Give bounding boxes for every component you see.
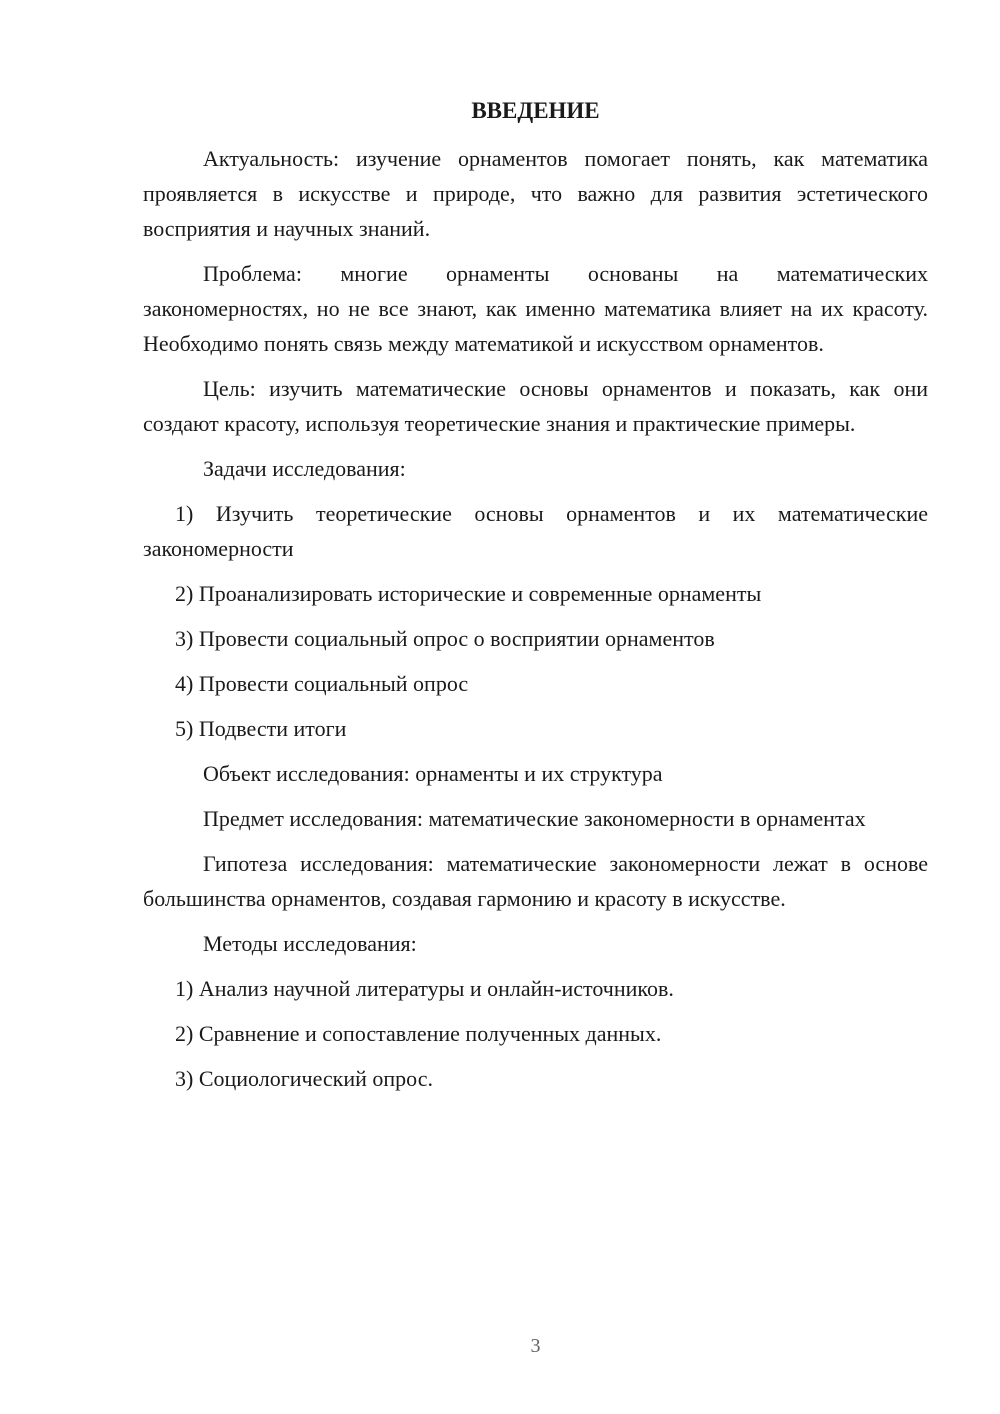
task-item: 3) Провести социальный опрос о восприятии орнаментов [175,626,715,651]
methods-heading: Методы исследования: [203,931,417,956]
task-item: 1) Изучить теоретические основы орнаментов и их математические закономерности [143,501,928,561]
document-page [143,0,928,1414]
page-title: ВВЕДЕНИЕ [471,98,600,123]
document-body [143,141,928,1106]
hypothesis-paragraph: Гипотеза исследования: математические закономерности лежат в основе большинства орнаментов, создавая гармонию и красоту в искусстве. [143,851,928,911]
object-paragraph: Объект исследования: орнаменты и их структура [203,761,663,786]
task-item: 4) Провести социальный опрос [175,671,469,696]
page-number: 3 [530,1335,541,1357]
method-item: 3) Социологический опрос. [175,1066,433,1091]
task-item: 5) Подвести итоги [175,716,347,741]
task-item: 2) Проанализировать исторические и современные орнаменты [175,581,762,606]
tasks-heading: Задачи исследования: [203,456,406,481]
problem-paragraph: Проблема: многие орнаменты основаны на математических закономерностях, но не все знают, как именно математика влияет на их красоту. Необходимо понять связь между математикой и искусством орнаментов. [143,261,928,356]
subject-paragraph: Предмет исследования: математические закономерности в орнаментах [203,806,866,831]
goal-paragraph: Цель: изучить математические основы орнаментов и показать, как они создают красоту, используя теоретические знания и практические примеры. [143,376,928,436]
method-item: 2) Сравнение и сопоставление полученных данных. [175,1021,662,1046]
relevance-paragraph: Актуальность: изучение орнаментов помогает понять, как математика проявляется в искусстве и природе, что важно для развития эстетического восприятия и научных знаний. [143,146,928,241]
method-item: 1) Анализ научной литературы и онлайн-источников. [175,976,674,1001]
